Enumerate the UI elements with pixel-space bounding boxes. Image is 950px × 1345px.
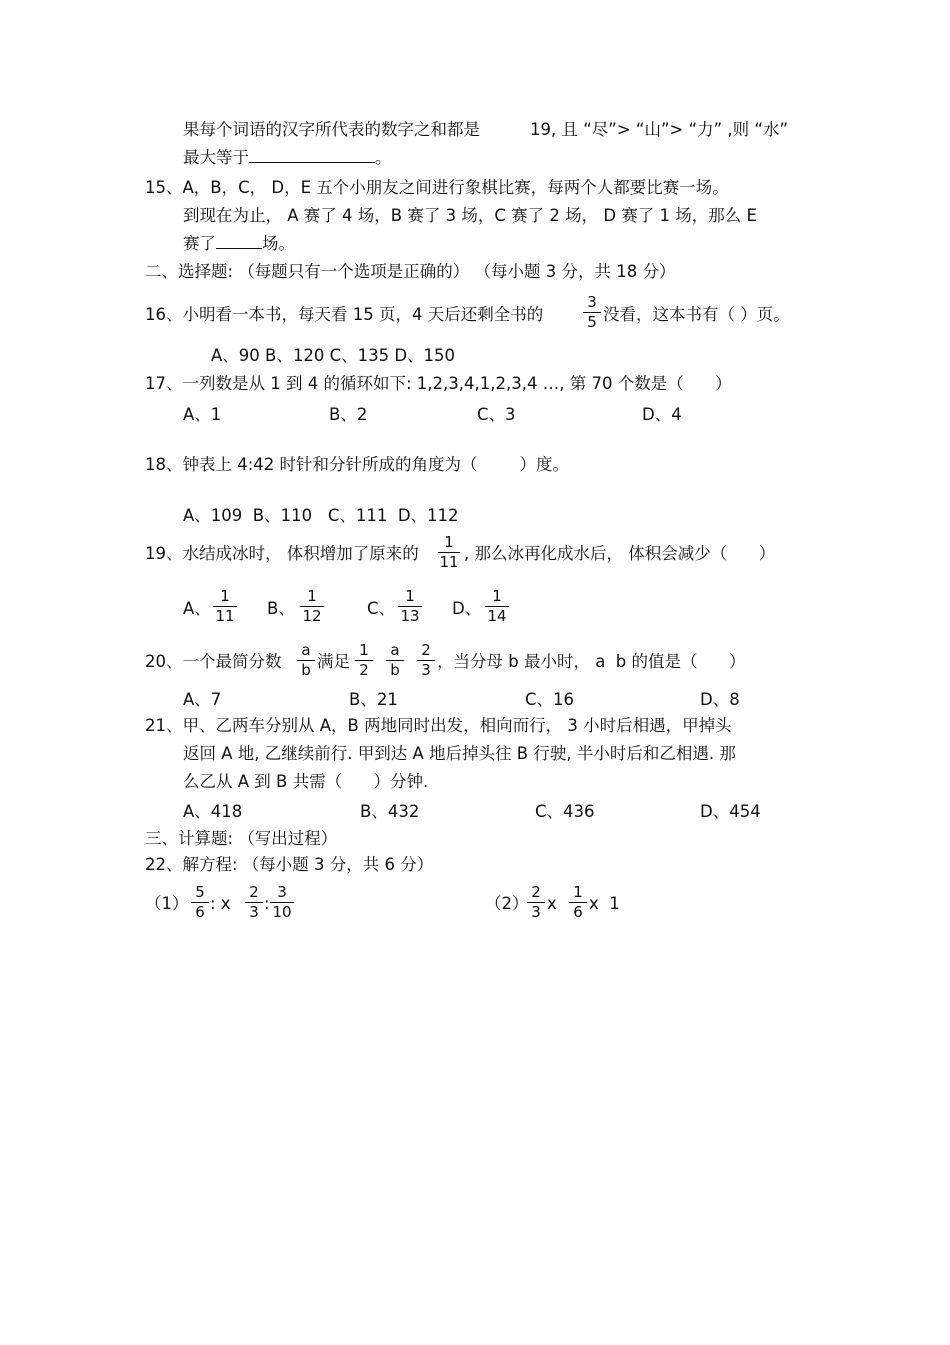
numerator: 2 [531,883,541,901]
numerator: 3 [277,883,287,901]
q19-fraction [438,534,460,571]
q21-option-b: B、432 [360,802,420,821]
q19-option-b: B、 [267,599,295,618]
denominator: 13 [400,607,420,625]
q16-text-a: 16、小明看一本书，每天看 15 页，4 天后还剩全书的 [145,305,544,324]
q21-option-a: A、418 [183,802,243,821]
denominator: 11 [215,607,235,625]
eq2-fraction-a [527,884,545,921]
q15-line-1: 15、A，B，C， D，E 五个小朋友之间进行象棋比赛，每两个人都要比赛一场。 [145,178,729,197]
eq2-end: x 1 [589,894,620,913]
eq1-colon: : [264,894,270,913]
q15-line-3-text: 赛了 [183,234,216,253]
q21-line-2: 返回 A 地, 乙继续前行. 甲到达 A 地后掉头往 B 行驶, 半小时后和乙相遇. 那 [183,744,736,763]
q20-option-c: C、16 [525,690,575,709]
numerator: 1 [492,587,502,605]
numerator: 1 [405,587,415,605]
denominator: 6 [573,903,583,921]
q17-option-a: A、1 [183,405,222,424]
denominator: b [390,661,400,679]
answer-blank [216,248,262,249]
denominator: 12 [302,607,322,625]
q19-text-a: 19、水结成冰时， 体积增加了原来的 [145,544,419,563]
numerator: 1 [573,883,583,901]
eq1-fraction-b [245,884,263,921]
numerator: 5 [195,883,205,901]
q20-text-a: 20、一个最简分数 [145,652,282,671]
numerator: 1 [359,641,369,659]
eq2-fraction-b [569,884,587,921]
q16-options: A、90 B、120 C、135 D、150 [211,346,456,365]
q18-options: A、109 B、110 C、111 D、112 [183,506,459,525]
q19-option-c: C、 [367,599,396,618]
q19-option-d-fraction [485,588,509,625]
q21-option-d: D、454 [700,802,761,821]
q20-fraction-half [355,642,373,679]
q17-text: 17、一列数是从 1 到 4 的循环如下: 1,2,3,4,1,2,3,4 …, 第 70 个数是（ ） [145,374,732,393]
answer-blank [249,162,375,163]
q16-text-b: 没看，这本书有（ ）页。 [603,305,790,324]
section-2-heading: 二、选择题: （每题只有一个选项是正确的） （每小题 3 分，共 18 分） [145,262,676,281]
q17-option-b: B、2 [329,405,368,424]
denominator: 3 [531,903,541,921]
q19-option-c-fraction [398,588,422,625]
section-3-heading: 三、计算题: （写出过程） [145,829,338,848]
denominator: 11 [439,553,459,571]
line-2-end: 。 [375,148,392,167]
denominator: 14 [487,607,507,625]
q20-option-b: B、21 [349,690,398,709]
q15-line-2: 到现在为止， A 赛了 4 场，B 赛了 3 场，C 赛了 2 场， D 赛了 1 场，那么 E [183,206,757,225]
eq1-x: : x [210,894,231,913]
eq1-label: （1） [145,894,189,913]
q19-text-b: , 那么冰再化成水后， 体积会减少（ ） [464,544,776,563]
q16-fraction [583,294,601,331]
eq2-label: （2） [485,894,529,913]
numerator: 2 [421,641,431,659]
q21-line-3: 么乙从 A 到 B 共需（ ）分钟. [183,772,429,791]
q15-line-3 [183,234,295,254]
eq2-x: x [547,894,557,913]
q20-text-c: ，当分母 b 最小时， a b 的值是（ ） [437,652,746,671]
eq1-fraction-a [191,884,209,921]
q22-text: 22、解方程: （每小题 3 分，共 6 分） [145,855,434,874]
line-1a: 果每个词语的汉字所代表的数字之和都是 [183,120,480,139]
q17-option-d: D、4 [642,405,682,424]
denominator: 3 [421,661,431,679]
q20-fraction-ab-2 [386,642,404,679]
denominator: 10 [272,903,292,921]
q19-option-a: A、 [183,599,211,618]
numerator: 1 [444,533,454,551]
denominator: 2 [359,661,369,679]
numerator: 1 [220,587,230,605]
q21-line-1: 21、甲、乙两车分别从 A，B 两地同时出发，相向而行， 3 小时后相遇，甲掉头 [145,716,732,735]
denominator: 5 [587,313,597,331]
denominator: b [301,661,311,679]
line-2 [183,148,392,168]
q19-option-a-fraction [213,588,237,625]
denominator: 3 [249,903,259,921]
numerator: a [301,641,311,659]
numerator: 1 [307,587,317,605]
q17-option-c: C、3 [477,405,516,424]
q18-text: 18、钟表上 4:42 时针和分针所成的角度为（ ）度。 [145,455,569,474]
numerator: a [390,641,400,659]
q15-line-3-end: 场。 [262,234,295,253]
q20-text-b: 满足 [317,652,350,671]
denominator: 6 [195,903,205,921]
line-1b: 19, 且 “尽”> “山”> “力” ,则 “水” [530,120,788,139]
q20-option-a: A、7 [183,690,222,709]
numerator: 3 [587,293,597,311]
q20-fraction-two-thirds [417,642,435,679]
q20-option-d: D、8 [700,690,740,709]
line-2-text: 最大等于 [183,148,249,167]
eq1-fraction-c [270,884,294,921]
q19-option-d: D、 [452,599,482,618]
numerator: 2 [249,883,259,901]
q20-fraction-ab [297,642,315,679]
q21-option-c: C、436 [535,802,595,821]
q19-option-b-fraction [300,588,324,625]
